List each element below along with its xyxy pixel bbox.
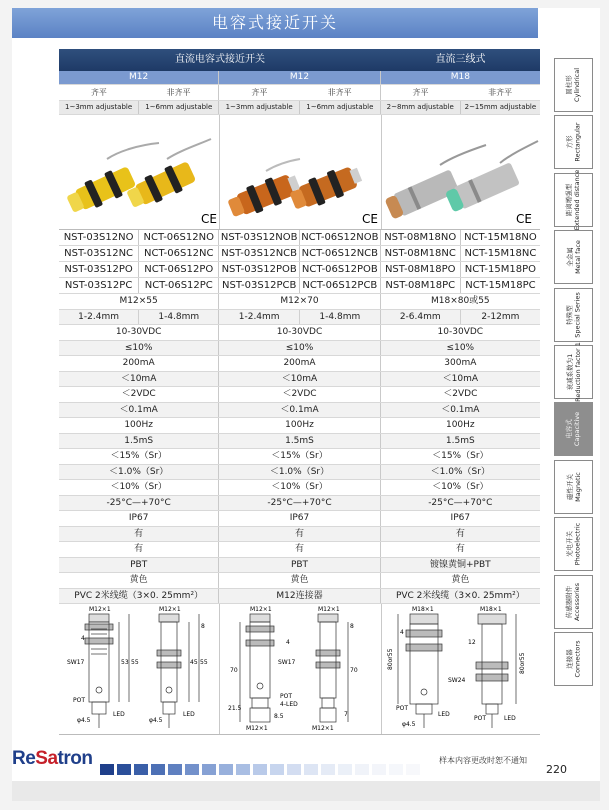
decor-square	[134, 764, 148, 775]
dim-label: 53	[121, 659, 129, 666]
spec-value: 1-2.4mm	[78, 311, 119, 322]
sidebar-tab-cn: 距离增强型	[565, 183, 574, 217]
part-number: NCT-06S12PO	[138, 262, 218, 277]
dim-label: LED	[504, 715, 516, 722]
decor-square	[168, 764, 182, 775]
spec-row	[59, 341, 540, 357]
part-number: NST-08M18PC	[385, 280, 456, 291]
spec-row	[59, 310, 540, 326]
part-number: NCT-06S12NC	[138, 246, 218, 261]
spec-value: M12×55	[119, 296, 158, 306]
part-number: NST-03S12NOB	[220, 232, 298, 243]
spec-value: ＜10%（Sr）	[271, 482, 328, 492]
part-number: NCT-15M18PO	[460, 262, 540, 277]
dim-label: SW17	[278, 659, 296, 666]
sensor-photo-metal	[382, 115, 542, 229]
spec-row	[59, 294, 540, 310]
mount-row	[59, 85, 540, 101]
drawing-row	[59, 604, 540, 735]
spec-value: ＜10mA	[120, 373, 157, 384]
spec-value: ≤10%	[285, 342, 314, 353]
model-row	[59, 71, 540, 85]
dim-label: 80or55	[387, 648, 394, 670]
sidebar-tab[interactable]	[554, 169, 593, 231]
sidebar-tab-en: Cylindrical	[573, 67, 582, 103]
spec-value: -25°C—+70°C	[106, 497, 171, 508]
sidebar-tab-en: Accessories	[573, 582, 582, 621]
dim-label: LED	[438, 711, 450, 718]
sidebar-tab-en: Extended distance	[573, 169, 582, 231]
spec-value: ＜15%（Sr）	[432, 451, 489, 461]
dim-label: 55	[131, 659, 139, 666]
spec-value: M12连接器	[276, 590, 323, 601]
spec-value: 1.5mS	[445, 435, 475, 446]
dim-label: 55	[200, 659, 208, 666]
sidebar-tab-label	[565, 640, 581, 677]
spec-value: ＜10%（Sr）	[432, 482, 489, 492]
flush-label: 齐平	[412, 88, 429, 97]
spec-value: PVC 2米线缆（3×0. 25mm²）	[395, 590, 525, 601]
spec-row	[59, 558, 540, 574]
spec-value: ≤10%	[124, 342, 153, 353]
part-number: NST-08M18NC	[384, 248, 456, 259]
sidebar-tab-cn: 全金属	[565, 247, 574, 267]
spec-value: ＜0.1mA	[441, 404, 480, 415]
flush-label: 齐平	[90, 88, 107, 97]
spec-value: 10-30VDC	[115, 327, 162, 337]
spec-value: M12×70	[280, 296, 319, 306]
sidebar-tab[interactable]	[554, 115, 593, 169]
spec-value: ＜10mA	[281, 373, 318, 384]
part-number: NCT-06S12POB	[299, 262, 380, 277]
nonflush-label: 非齐平	[327, 88, 352, 97]
dimension-drawing-m12-cable	[59, 604, 219, 734]
sensor-photo-yellow	[59, 115, 219, 229]
part-number: NCT-15M18NO	[460, 230, 540, 245]
spec-row	[59, 418, 540, 434]
dim-label: 12	[468, 639, 476, 646]
sidebar-tab[interactable]	[554, 58, 593, 112]
spec-value: 100Hz	[445, 420, 475, 430]
decor-square	[338, 764, 352, 775]
logo-sa: Sa	[35, 748, 58, 769]
footer-band	[12, 781, 600, 801]
decor-square	[287, 764, 301, 775]
decor-square	[100, 764, 114, 775]
spec-value: PVC 2米线缆（3×0. 25mm²）	[74, 590, 204, 601]
spec-value: 100Hz	[124, 420, 153, 430]
part-number: NCT-06S12PCB	[299, 278, 380, 293]
nonflush-label: 非齐平	[166, 88, 191, 97]
sidebar-tab-cn: 光电开关	[565, 531, 574, 558]
sidebar-tab-cn: 电容式	[565, 419, 574, 440]
dim-label: POT	[73, 697, 86, 704]
dim-label: M18×1	[412, 606, 434, 613]
model-cell: M12	[289, 72, 310, 82]
dim-label: 70	[350, 667, 358, 674]
sidebar-tab-cn: 圆柱形	[565, 75, 574, 95]
sidebar-tab-en: Rectangular	[573, 122, 582, 162]
dim-label: SW24	[448, 677, 466, 684]
dim-label: 8.5	[274, 713, 284, 720]
spec-value: 1.5mS	[285, 435, 314, 446]
dim-label: M18×1	[480, 606, 502, 613]
decor-square	[185, 764, 199, 775]
range-nonflush: 2~15mm adjustable	[460, 101, 540, 114]
spec-value: 1-4.8mm	[299, 310, 380, 325]
sidebar-tab-en: Metal face	[573, 240, 582, 275]
dim-label: 4	[400, 629, 404, 636]
spec-value: ＜1.0%（Sr）	[269, 466, 330, 477]
spec-row	[59, 496, 540, 512]
spec-value: 有	[455, 528, 465, 539]
sidebar-tab[interactable]	[554, 632, 593, 686]
decor-square	[219, 764, 233, 775]
spec-row	[59, 527, 540, 543]
sidebar-tab[interactable]	[554, 288, 593, 342]
page-title: 电容式接近开关	[12, 8, 538, 38]
sidebar-tab-label	[565, 472, 581, 502]
spec-value: IP67	[128, 513, 149, 523]
sidebar-tab[interactable]	[554, 402, 593, 456]
sidebar-tab-label	[566, 412, 582, 446]
spec-row	[59, 589, 540, 605]
decorative-squares	[100, 764, 420, 775]
spec-value: ＜2VDC	[121, 389, 156, 399]
part-number: NCT-06S12NO	[138, 230, 218, 245]
spec-value: 1-4.8mm	[138, 310, 218, 325]
section-right-title: 直流三线式	[435, 54, 486, 65]
section-left-title: 直流电容式接近开关	[175, 54, 265, 65]
sidebar-tab-cn: 衰减系数为1	[565, 353, 574, 391]
sidebar-tab[interactable]	[554, 230, 593, 284]
dim-label: M12×1	[159, 606, 181, 613]
spec-value: ＜2VDC	[443, 389, 478, 399]
spec-value: 有	[134, 544, 144, 554]
spec-row	[59, 542, 540, 558]
sidebar-tab-label	[566, 292, 582, 337]
part-number: NST-08M18NO	[384, 232, 457, 243]
spec-value: 黄色	[129, 575, 148, 585]
sidebar-tab-en: Reduction factor 1	[573, 342, 582, 402]
dim-label: POT	[396, 705, 409, 712]
spec-value: ＜0.1mA	[280, 404, 319, 415]
spec-value: ＜2VDC	[282, 389, 317, 399]
spec-value: 有	[294, 544, 304, 554]
spec-row	[59, 387, 540, 403]
part-number: NST-03S12NO	[63, 232, 134, 243]
spec-value: PBT	[130, 559, 148, 570]
spec-row	[59, 511, 540, 527]
sidebar-tab-cn: 连接器	[565, 649, 574, 669]
range-flush: 1~3mm adjustable	[65, 103, 133, 111]
model-cell: M18	[450, 72, 470, 82]
decor-square	[202, 764, 216, 775]
spec-value: 黄色	[451, 575, 470, 585]
decor-square	[236, 764, 250, 775]
part-number-row	[59, 230, 540, 246]
spec-value: 1-2.4mm	[238, 311, 280, 322]
spec-value: 黄色	[290, 575, 309, 585]
sidebar-tab-en: Capacitive	[573, 412, 582, 447]
part-number-row	[59, 262, 540, 278]
part-number: NST-08M18PO	[384, 264, 456, 275]
dim-label: M12×1	[312, 725, 334, 732]
spec-value: M18×80或55	[430, 296, 490, 306]
decor-square	[270, 764, 284, 775]
sidebar-tab-label	[566, 170, 582, 230]
sidebar-tab-en: Photoelectric	[573, 522, 582, 566]
dim-label: φ4.5	[149, 717, 163, 724]
spec-row	[59, 465, 540, 481]
logo-tron: tron	[57, 748, 93, 769]
range-flush: 2~8mm adjustable	[386, 103, 454, 111]
range-nonflush: 1~6mm adjustable	[299, 101, 380, 114]
sidebar-tab-label	[566, 582, 582, 620]
part-number: NST-03S12POB	[221, 264, 297, 275]
dim-label: M12×1	[318, 606, 340, 613]
part-number-row	[59, 246, 540, 262]
nonflush-label: 非齐平	[488, 88, 513, 97]
decor-square	[117, 764, 131, 775]
range-flush: 1~3mm adjustable	[225, 103, 293, 111]
sidebar-tab-label	[566, 68, 582, 102]
spec-value: ＜1.0%（Sr）	[109, 466, 169, 477]
dim-label: 70	[230, 667, 238, 674]
spec-value: 镀镍黄铜+PBT	[430, 559, 491, 570]
spec-value: -25°C—+70°C	[267, 497, 332, 508]
dim-label: M12×1	[250, 606, 272, 613]
spec-value: IP67	[450, 513, 471, 523]
part-number: NCT-06S12NCB	[299, 246, 380, 261]
spec-value: ＜10%（Sr）	[110, 482, 167, 492]
spec-value: 2-6.4mm	[399, 311, 441, 322]
sidebar-tab-label	[566, 342, 582, 402]
spec-value: ＜15%（Sr）	[271, 451, 328, 461]
spec-value: 200mA	[283, 358, 316, 368]
sidebar-tab-label	[566, 523, 582, 566]
spec-row	[59, 325, 540, 341]
brand-logo	[12, 748, 92, 770]
sidebar-tab-en: Special Series	[573, 291, 582, 338]
dim-label: 21.5	[228, 705, 242, 712]
spec-value: 有	[294, 528, 304, 539]
spec-row	[59, 356, 540, 372]
part-number: NST-03S12PO	[64, 264, 133, 275]
decor-square	[253, 764, 267, 775]
dim-label: POT	[474, 715, 487, 722]
decor-square	[355, 764, 369, 775]
decor-square	[406, 764, 420, 775]
spec-value: 2-12mm	[460, 310, 540, 325]
spec-value: 10-30VDC	[437, 327, 484, 337]
sidebar-tab-cn: 方形	[565, 135, 574, 149]
sensor-photo-orange	[220, 115, 381, 229]
dim-label: POT	[280, 693, 293, 700]
part-number: NST-03S12NC	[64, 248, 134, 259]
spec-value: 1.5mS	[124, 435, 154, 446]
part-number: NST-03S12NCB	[221, 248, 298, 259]
spec-row	[59, 403, 540, 419]
sidebar-tab-en: Connectors	[573, 640, 582, 678]
sidebar-tab-cn: 特殊型	[565, 304, 574, 325]
decor-square	[372, 764, 386, 775]
dim-label: M12×1	[89, 606, 111, 613]
spec-value: 有	[455, 544, 465, 554]
spec-value: IP67	[289, 513, 310, 523]
spec-value: 200mA	[122, 358, 155, 368]
range-nonflush: 1~6mm adjustable	[138, 101, 218, 114]
part-number: NST-03S12PCB	[222, 280, 297, 291]
part-number: NCT-06S12PC	[138, 278, 218, 293]
dim-label: 4-LED	[280, 701, 298, 708]
flush-label: 齐平	[251, 88, 268, 97]
sidebar-tab-label	[565, 240, 581, 274]
dim-label: 80or55	[519, 652, 526, 674]
dim-label: 4	[81, 635, 85, 642]
dim-label: φ4.5	[77, 717, 91, 724]
sidebar-tab[interactable]	[554, 517, 593, 571]
spec-value: -25°C—+70°C	[428, 497, 493, 508]
spec-value: 有	[134, 528, 144, 539]
sidebar-tab[interactable]	[554, 342, 593, 402]
spec-row	[59, 480, 540, 496]
spec-value: ＜0.1mA	[119, 404, 158, 415]
dimension-drawing-m12-connector	[220, 604, 381, 734]
spec-value: PBT	[290, 559, 309, 570]
sidebar-tab-cn: 磁性开关	[565, 473, 574, 500]
spec-value: ＜10mA	[442, 373, 479, 384]
sidebar-tab-cn: 传感器附件	[565, 585, 574, 618]
spec-value: 10-30VDC	[276, 327, 323, 337]
spec-value: ＜15%（Sr）	[110, 451, 167, 461]
part-number: NCT-15M18PC	[460, 278, 540, 293]
logo-re: Re	[12, 748, 36, 769]
sidebar-tab[interactable]	[554, 460, 593, 514]
footer-notice: 样本内容更改时恕不通知	[439, 756, 527, 765]
model-cell: M12	[129, 72, 149, 82]
decor-square	[151, 764, 165, 775]
sidebar-tab-en: Magnetic	[573, 471, 582, 502]
spec-row	[59, 449, 540, 465]
dim-label: 7	[344, 711, 348, 718]
dim-label: 8	[201, 623, 205, 630]
dim-label: φ4.5	[402, 721, 416, 728]
category-sidebar	[554, 58, 593, 689]
dim-label: 45	[190, 659, 198, 666]
part-number-row	[59, 278, 540, 294]
range-row	[59, 101, 540, 115]
spec-value: 300mA	[444, 358, 477, 368]
part-number: NST-03S12PC	[64, 280, 133, 291]
dim-label: SW17	[67, 659, 85, 666]
page-number: 220	[546, 763, 567, 776]
product-photo-row	[59, 115, 540, 230]
spec-value: ＜1.0%（Sr）	[430, 466, 490, 477]
decor-square	[304, 764, 318, 775]
sidebar-tab[interactable]	[554, 575, 593, 629]
dim-label: 8	[350, 623, 354, 630]
dim-label: 4	[286, 639, 290, 646]
dimension-drawing-m18-cable	[382, 604, 542, 734]
dim-label: LED	[183, 711, 195, 718]
spec-row	[59, 434, 540, 450]
dim-label: M12×1	[246, 725, 268, 732]
spec-value: 100Hz	[285, 420, 314, 430]
section-header	[59, 49, 540, 71]
dim-label: LED	[113, 711, 125, 718]
ce-mark: CE	[201, 212, 217, 226]
ce-mark: CE	[362, 212, 378, 226]
spec-row	[59, 372, 540, 388]
spec-table	[59, 49, 540, 735]
decor-square	[321, 764, 335, 775]
ce-mark: CE	[516, 212, 532, 226]
spec-row	[59, 573, 540, 589]
decor-square	[389, 764, 403, 775]
sidebar-tab-label	[566, 123, 582, 162]
part-number: NCT-06S12NOB	[299, 230, 380, 245]
spec-value: ≤10%	[446, 342, 475, 353]
part-number: NCT-15M18NC	[460, 246, 540, 261]
